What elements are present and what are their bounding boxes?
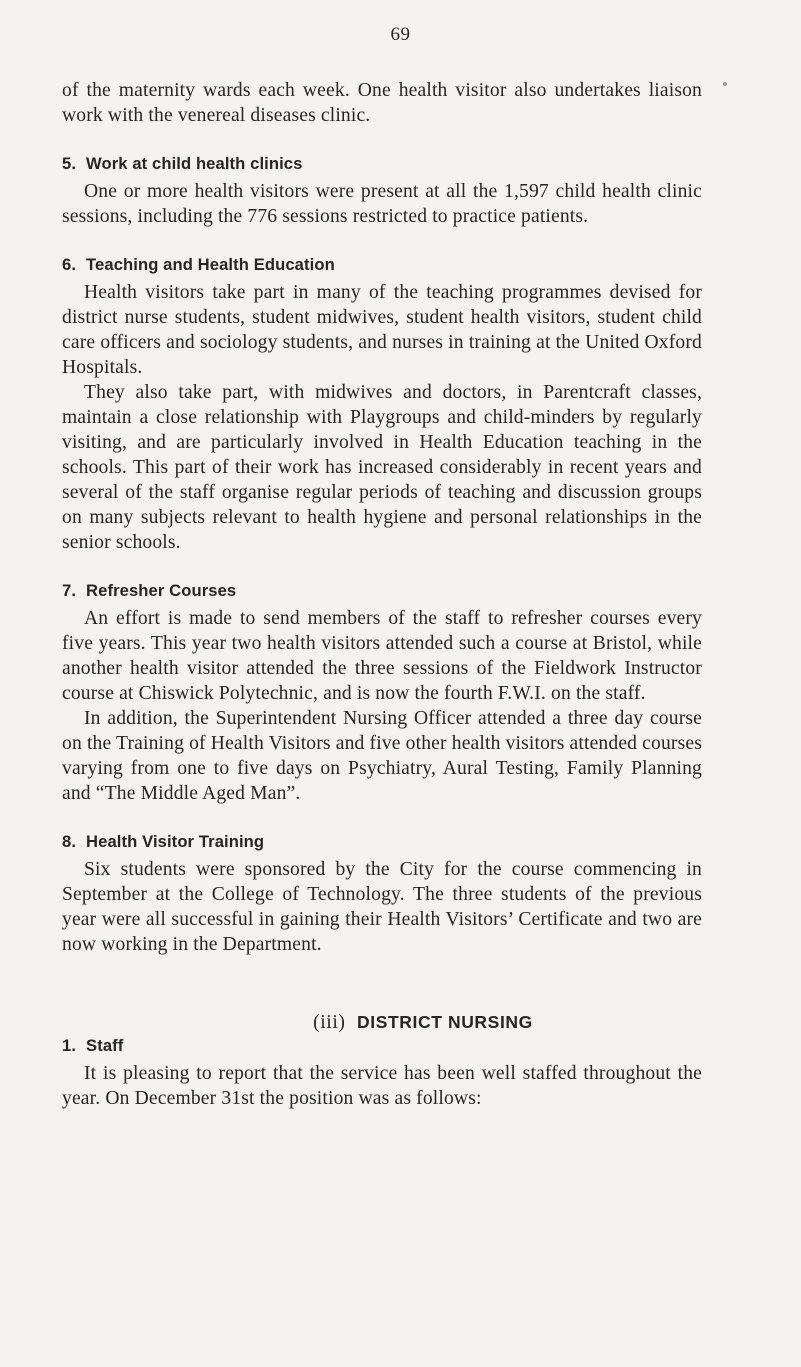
section-heading	[62, 254, 702, 276]
section-heading	[62, 831, 702, 853]
section-paragraph: Six students were sponsored by the City for the course commencing in September at the College of Technology. The three students of the previous year were all successful in gaining their Health Visitors’ Certificate and two are now working in the Department.	[62, 859, 702, 955]
report-body	[62, 78, 702, 1111]
section-number: 6.	[62, 255, 77, 274]
section-paragraph: In addition, the Superintendent Nursing Officer attended a three day course on the Training of Health Visitors and five other health visitors attended courses varying from one to five days on Psychiatry, Aural Testing, Family Planning and “The Middle Aged Man”.	[62, 708, 702, 804]
section-title: Staff	[86, 1036, 124, 1055]
section-refresher-courses	[62, 580, 702, 806]
district-nursing-title	[144, 1012, 702, 1034]
district-nursing-heading: DISTRICT NURSING	[357, 1012, 533, 1032]
district-nursing-section	[62, 1012, 702, 1111]
section-paragraph: One or more health visitors were present at all the 1,597 child health clinic sessions, including the 776 sessions restricted to practice patients.	[62, 181, 702, 227]
section-teaching-health-education	[62, 254, 702, 555]
page-number: 69	[390, 24, 411, 45]
page-smudge-mark	[723, 82, 727, 86]
section-paragraph: They also take part, with midwives and doctors, in Parentcraft classes, maintain a close relationship with Playgroups and child-minders by regularly visiting, and are particularly involved in Health Education teaching in the schools. This part of their work has increased considerably in recent years and several of the staff organise regular periods of teaching and discussion groups on many subjects relevant to health hygiene and personal relationships in the senior schools.	[62, 382, 702, 553]
district-nursing-numeral: (iii)	[313, 1012, 346, 1033]
section-number: 5.	[62, 154, 77, 173]
section-number: 7.	[62, 581, 77, 600]
section-title: Teaching and Health Education	[86, 255, 335, 274]
section-number: 1.	[62, 1036, 77, 1055]
section-heading	[62, 153, 702, 175]
section-number: 8.	[62, 832, 77, 851]
staff-paragraph: It is pleasing to report that the service has been well staffed throughout the year. On December 31st the position was as follows:	[62, 1063, 702, 1109]
staff-heading	[62, 1035, 702, 1057]
section-title: Health Visitor Training	[86, 832, 265, 851]
section-title: Refresher Courses	[86, 581, 237, 600]
section-child-health-clinics	[62, 153, 702, 229]
section-paragraph: Health visitors take part in many of the teaching programmes devised for district nurse students, student midwives, student health visitors, student child care officers and sociology students, and nurses in training at the United Oxford Hospitals.	[62, 282, 702, 378]
section-heading	[62, 580, 702, 602]
section-health-visitor-training	[62, 831, 702, 957]
continued-paragraph: of the maternity wards each week. One health visitor also undertakes liaison work with the venereal diseases clinic.	[62, 80, 702, 126]
section-paragraph: An effort is made to send members of the staff to refresher courses every five years. This year two health visitors attended such a course at Bristol, while another health visitor attended the three sessions of the Fieldwork Instructor course at Chiswick Polytechnic, and is now the fourth F.W.I. on the staff.	[62, 608, 702, 704]
section-title: Work at child health clinics	[86, 154, 303, 173]
